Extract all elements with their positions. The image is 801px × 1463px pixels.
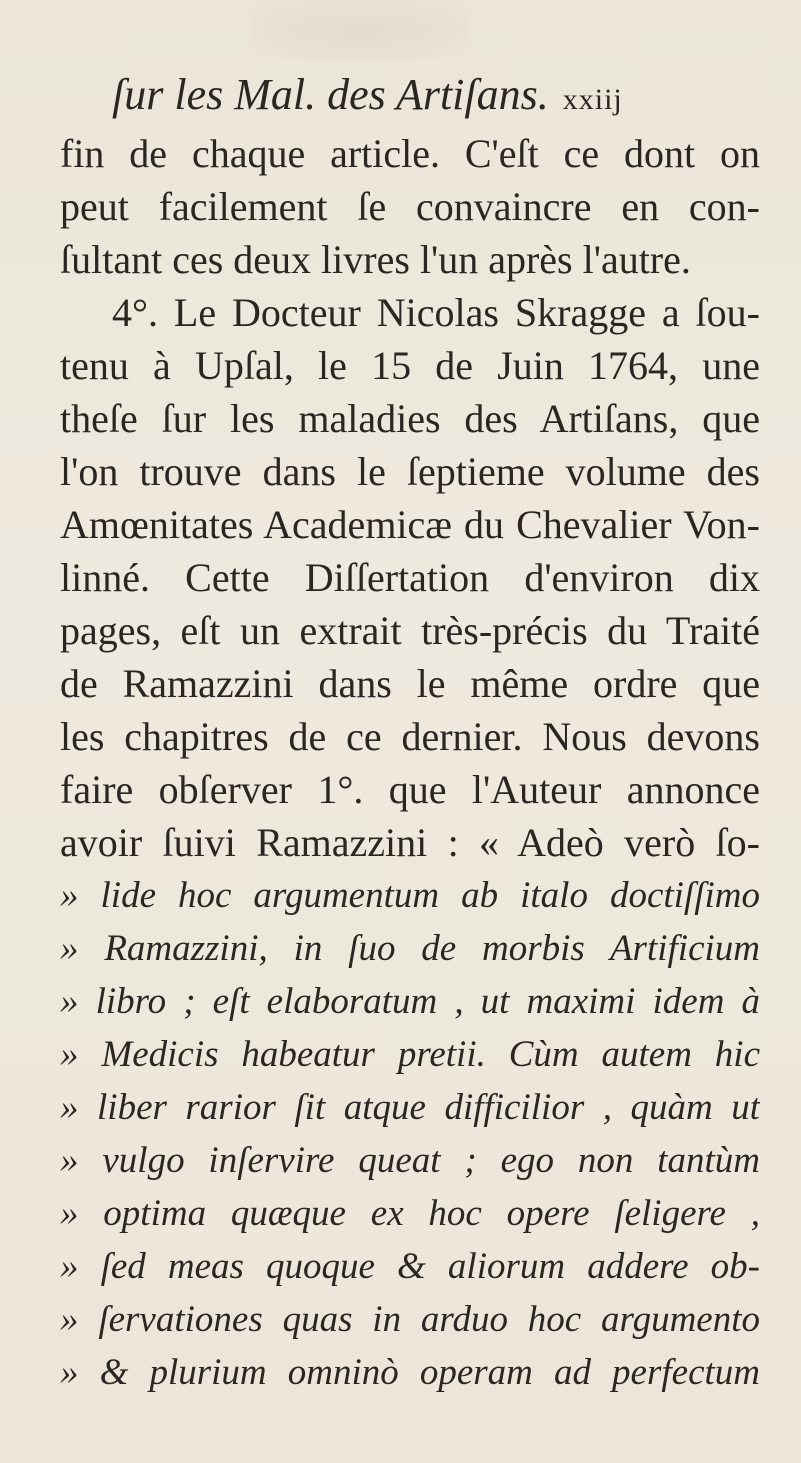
page-stain bbox=[250, 0, 470, 60]
text-line: 4°. Le Docteur Nicolas Skragge a ſou- bbox=[112, 290, 760, 335]
text-line: Amœnitates Academicæ du Chevalier Von- bbox=[60, 502, 760, 547]
quoted-line: » Ramazzini, in ſuo de morbis Artificium bbox=[60, 928, 760, 969]
text-line: linné. Cette Diſſertation d'environ dix bbox=[60, 555, 760, 600]
text-line: pages, eſt un extrait très-précis du Traité bbox=[60, 608, 760, 653]
text-line: de Ramazzini dans le même ordre que bbox=[60, 661, 760, 706]
quoted-line: » Medicis habeatur pretii. Cùm autem hic bbox=[60, 1034, 760, 1075]
running-header bbox=[112, 66, 672, 129]
text-line: les chapitres de ce dernier. Nous devons bbox=[60, 714, 760, 759]
text-line: avoir ſuivi Ramazzini : « Adeò verò ſo- bbox=[60, 820, 760, 865]
quoted-line: » & plurium omninò operam ad perfectum bbox=[60, 1352, 760, 1393]
quoted-line: » ſervationes quas in arduo hoc argumento bbox=[60, 1299, 760, 1340]
text-body bbox=[60, 127, 760, 1399]
text-line: fin de chaque article. C'eſt ce dont on bbox=[60, 131, 760, 176]
running-title: ſur les Mal. des Artiſans. bbox=[112, 70, 549, 119]
text-line: theſe ſur les maladies des Artiſans, que bbox=[60, 396, 760, 441]
quoted-line: » lide hoc argumentum ab italo doctiſſimo bbox=[60, 875, 760, 916]
text-line: peut facilement ſe convaincre en con- bbox=[60, 184, 760, 229]
quoted-line: » libro ; eſt elaboratum , ut maximi idem à bbox=[60, 981, 760, 1022]
page-number: xxiij bbox=[562, 83, 623, 116]
text-line: ſultant ces deux livres l'un après l'autre. bbox=[60, 237, 691, 282]
text-line: faire obſerver 1°. que l'Auteur annonce bbox=[60, 767, 760, 812]
quoted-line: » liber rarior ſit atque difficilior , quàm ut bbox=[60, 1087, 760, 1128]
quoted-line: » vulgo inſervire queat ; ego non tantùm bbox=[60, 1140, 760, 1181]
text-line: tenu à Upſal, le 15 de Juin 1764, une bbox=[60, 343, 760, 388]
text-line: l'on trouve dans le ſeptieme volume des bbox=[60, 449, 760, 494]
quoted-line: » optima quæque ex hoc opere ſeligere , bbox=[60, 1193, 760, 1234]
quoted-line: » ſed meas quoque & aliorum addere ob- bbox=[60, 1246, 760, 1287]
